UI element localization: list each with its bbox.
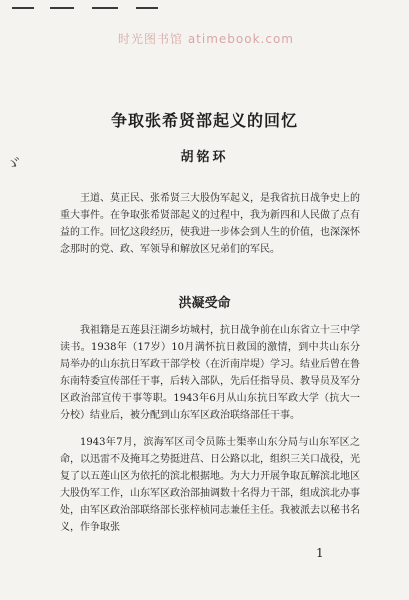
- edge-dash: [136, 7, 158, 9]
- page-number: 1: [316, 546, 324, 560]
- intro-paragraph: 王道、莫正民、张希贤三大股伪军起义，是我省抗日战争史上的重大事件。在争取张希贤部起义的过程中，我为新四和人民做了点有益的工作。回忆这段经历，使我进一步体会到人生的价值，也深深怀念那时的党、政、军领导和解放区兄弟们的军民。: [60, 193, 360, 255]
- edge-dash: [12, 7, 34, 9]
- page-title: 争取张希贤部起义的回忆: [110, 111, 298, 130]
- author-name: 胡铭环: [180, 150, 229, 165]
- edge-dash: [92, 7, 118, 9]
- watermark: 时光图书馆 atimebook.com: [118, 32, 294, 46]
- section-heading: 洪凝受命: [178, 296, 231, 311]
- top-edge: [0, 0, 409, 26]
- edge-dash: [50, 7, 74, 9]
- margin-mark: ゞ: [4, 154, 22, 175]
- body-paragraph-2: 1943年7月，滨海军区司令员陈士榘率山东分局与山东军区之命，以迅雷不及掩耳之势挺进莒、日公路以北，组织三关口战役，光复了以五莲山区为依托的滨北根据地。为大力开展争取瓦解滨北地区大股伪军工作，山东军区政治部抽调数十名得力干部，组成滨北办事处，由军区政治部联络部长张梓桢同志兼任主任。我被派去以秘书名义，作争取张: [60, 437, 360, 533]
- body-paragraph-1: 我祖籍是五莲县汪湖乡坊城村，抗日战争前在山东省立十三中学读书。1938年（17岁）10月满怀抗日救国的激情，到中共山东分局举办的山东抗日军政干部学校（在沂南岸堤）学习。结业后曾在鲁东南特委宣传部任干事，后转入部队，先后任指导员、教导员及军分区政治部宣传干事等职。1943年6月从山东抗日军政大学（抗大一分校）结业后，被分配到山东军区政治联络部任干事。: [60, 325, 360, 421]
